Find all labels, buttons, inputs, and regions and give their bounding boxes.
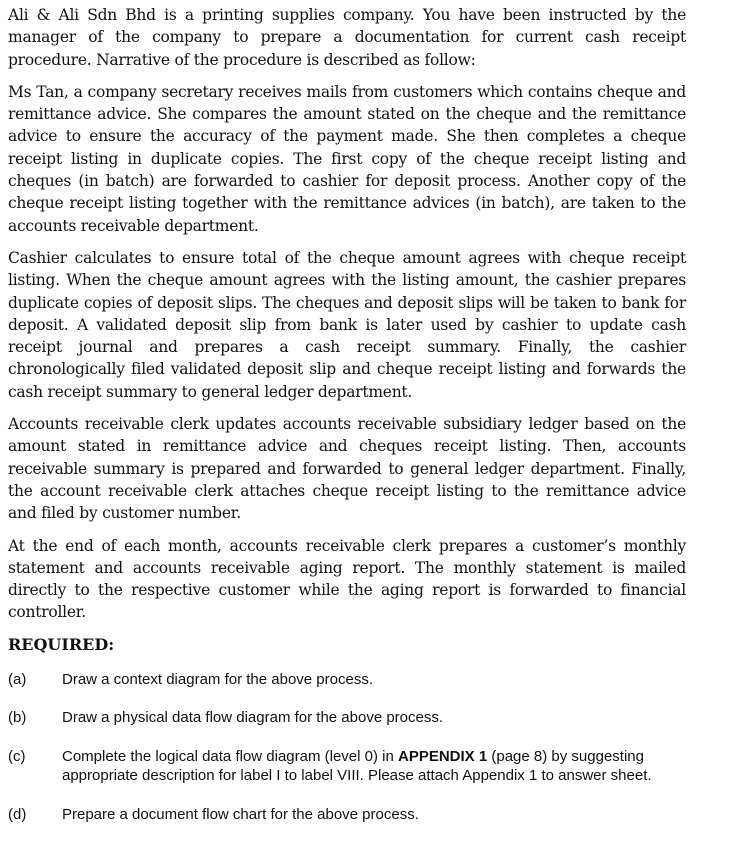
required-heading: REQUIRED:: [8, 634, 115, 654]
question-text-part: (page 8) by suggesting appropriate description for label I to label VIII. Please attach Appendix 1 to answer sheet.: [62, 747, 652, 785]
question-label: (b): [8, 709, 27, 727]
question-d: [8, 805, 686, 825]
secretary-paragraph: Ms Tan, a company secretary receives mails from customers which contains cheque and remittance advice. She compares the amount stated on the cheque and the remittance advice to ensure the accuracy of the payment made. She then completes a cheque receipt listing in duplicate copies. The first copy of the cheque receipt listing and cheques (in batch) are forwarded to cashier for deposit process. Another copy of the cheque receipt listing together with the remittance advices (in batch), are taken to the accounts receivable department.: [8, 82, 686, 235]
intro-paragraph: Ali & Ali Sdn Bhd is a printing supplies company. You have been instructed by the manager of the company to prepare a documentation for current cash receipt procedure. Narrative of the procedure is described as follow:: [8, 6, 686, 69]
month-end-paragraph: At the end of each month, accounts receivable clerk prepares a customer’s monthly statement and accounts receivable aging report. The monthly statement is mailed directly to the respective customer while the aging report is forwarded to financial controller.: [8, 536, 686, 622]
cashier-paragraph: Cashier calculates to ensure total of the cheque amount agrees with cheque receipt listing. When the cheque amount agrees with the listing amount, the cashier prepares duplicate copies of deposit slips. The cheques and deposit slips will be taken to bank for deposit. A validated deposit slip from bank is later used by cashier to update cash receipt journal and prepares a cash receipt summary. Finally, the cashier chronologically filed validated deposit slip and cheque receipt listing and forwards the cash receipt summary to general ledger department.: [8, 248, 686, 401]
question-label: (a): [8, 670, 27, 688]
question-b: [8, 708, 686, 728]
question-c: [8, 747, 686, 786]
question-text: Prepare a document flow chart for the above process.: [62, 805, 419, 823]
appendix-reference: APPENDIX 1: [398, 747, 488, 765]
question-label: (c): [8, 747, 26, 765]
question-label: (d): [8, 805, 27, 823]
question-text: Draw a physical data flow diagram for the above process.: [62, 709, 444, 727]
question-text-part: Complete the logical data flow diagram (level 0) in: [62, 747, 398, 765]
accounts-receivable-paragraph: Accounts receivable clerk updates accounts receivable subsidiary ledger based on the amount stated in remittance advice and cheques receipt listing. Then, accounts receivable summary is prepared and forwarded to general ledger department. Finally, the account receivable clerk attaches cheque receipt listing to the remittance advice and filed by customer number.: [8, 415, 686, 523]
question-text: Draw a context diagram for the above process.: [62, 670, 373, 688]
document-page: [8, 4, 686, 843]
question-text: [62, 747, 686, 786]
question-a: [8, 670, 686, 690]
